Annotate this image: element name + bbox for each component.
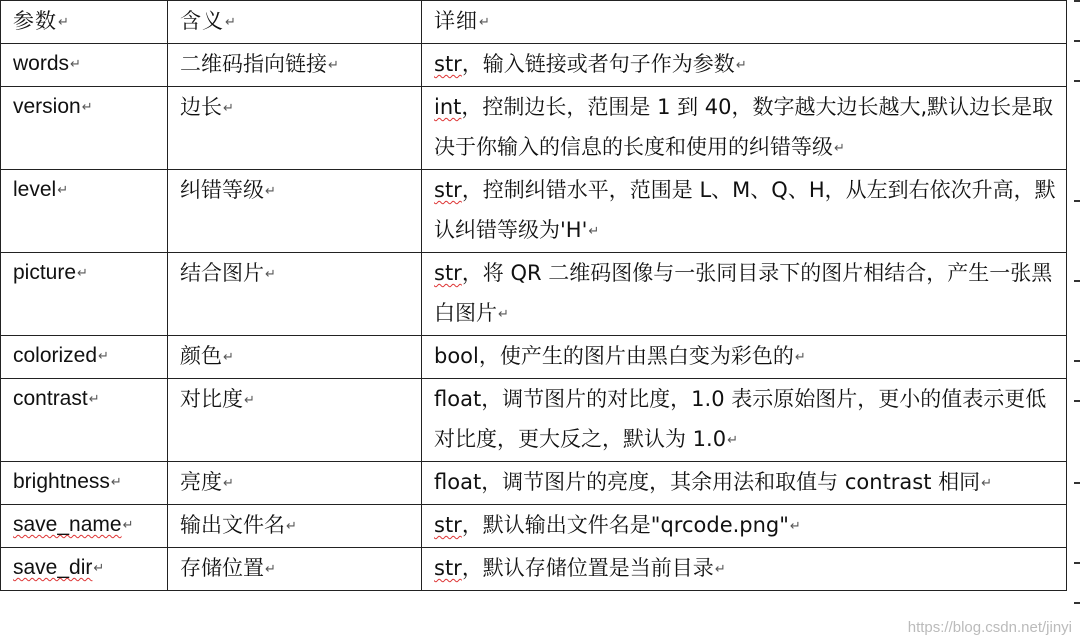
- header-cell-detail: 详细↵: [422, 1, 1067, 44]
- table-row: [1, 44, 1067, 87]
- param-cell: version↵: [1, 87, 168, 170]
- table-row: [1, 336, 1067, 379]
- param-cell: save_name↵: [1, 505, 168, 548]
- meaning-cell: 二维码指向链接↵: [168, 44, 422, 87]
- table-row: [1, 505, 1067, 548]
- table-row: [1, 379, 1067, 462]
- param-cell: brightness↵: [1, 462, 168, 505]
- detail-cell: int，控制边长，范围是 1 到 40，数字越大边长越大,默认边长是取决于你输入的信息的长度和使用的纠错等级↵: [422, 87, 1067, 170]
- param-cell: level↵: [1, 170, 168, 253]
- table-row: [1, 170, 1067, 253]
- meaning-cell: 对比度↵: [168, 379, 422, 462]
- detail-cell: str，输入链接或者句子作为参数↵: [422, 44, 1067, 87]
- meaning-cell: 纠错等级↵: [168, 170, 422, 253]
- header-cell-meaning: 含义↵: [168, 1, 422, 44]
- meaning-cell: 颜色↵: [168, 336, 422, 379]
- param-cell: contrast↵: [1, 379, 168, 462]
- table-row: [1, 87, 1067, 170]
- table-row: [1, 462, 1067, 505]
- meaning-cell: 结合图片↵: [168, 253, 422, 336]
- table-header-row: [1, 1, 1067, 44]
- param-cell: words↵: [1, 44, 168, 87]
- detail-cell: str，将 QR 二维码图像与一张同目录下的图片相结合，产生一张黑白图片↵: [422, 253, 1067, 336]
- param-cell: picture↵: [1, 253, 168, 336]
- detail-cell: str，控制纠错水平，范围是 L、M、Q、H，从左到右依次升高，默认纠错等级为'H'↵: [422, 170, 1067, 253]
- meaning-cell: 输出文件名↵: [168, 505, 422, 548]
- detail-cell: float，调节图片的亮度，其余用法和取值与 contrast 相同↵: [422, 462, 1067, 505]
- meaning-cell: 边长↵: [168, 87, 422, 170]
- detail-cell: str，默认存储位置是当前目录↵: [422, 548, 1067, 591]
- detail-cell: float，调节图片的对比度，1.0 表示原始图片，更小的值表示更低对比度，更大反之，默认为 1.0↵: [422, 379, 1067, 462]
- table-row: [1, 548, 1067, 591]
- meaning-cell: 亮度↵: [168, 462, 422, 505]
- adjacent-column-edge: [1074, 0, 1080, 644]
- meaning-cell: 存储位置↵: [168, 548, 422, 591]
- detail-cell: bool，使产生的图片由黑白变为彩色的↵: [422, 336, 1067, 379]
- param-cell: colorized↵: [1, 336, 168, 379]
- header-cell-param: 参数↵: [1, 1, 168, 44]
- param-cell: save_dir↵: [1, 548, 168, 591]
- watermark: https://blog.csdn.net/jinyi: [907, 619, 1072, 636]
- table-row: [1, 253, 1067, 336]
- detail-cell: str，默认输出文件名是"qrcode.png"↵: [422, 505, 1067, 548]
